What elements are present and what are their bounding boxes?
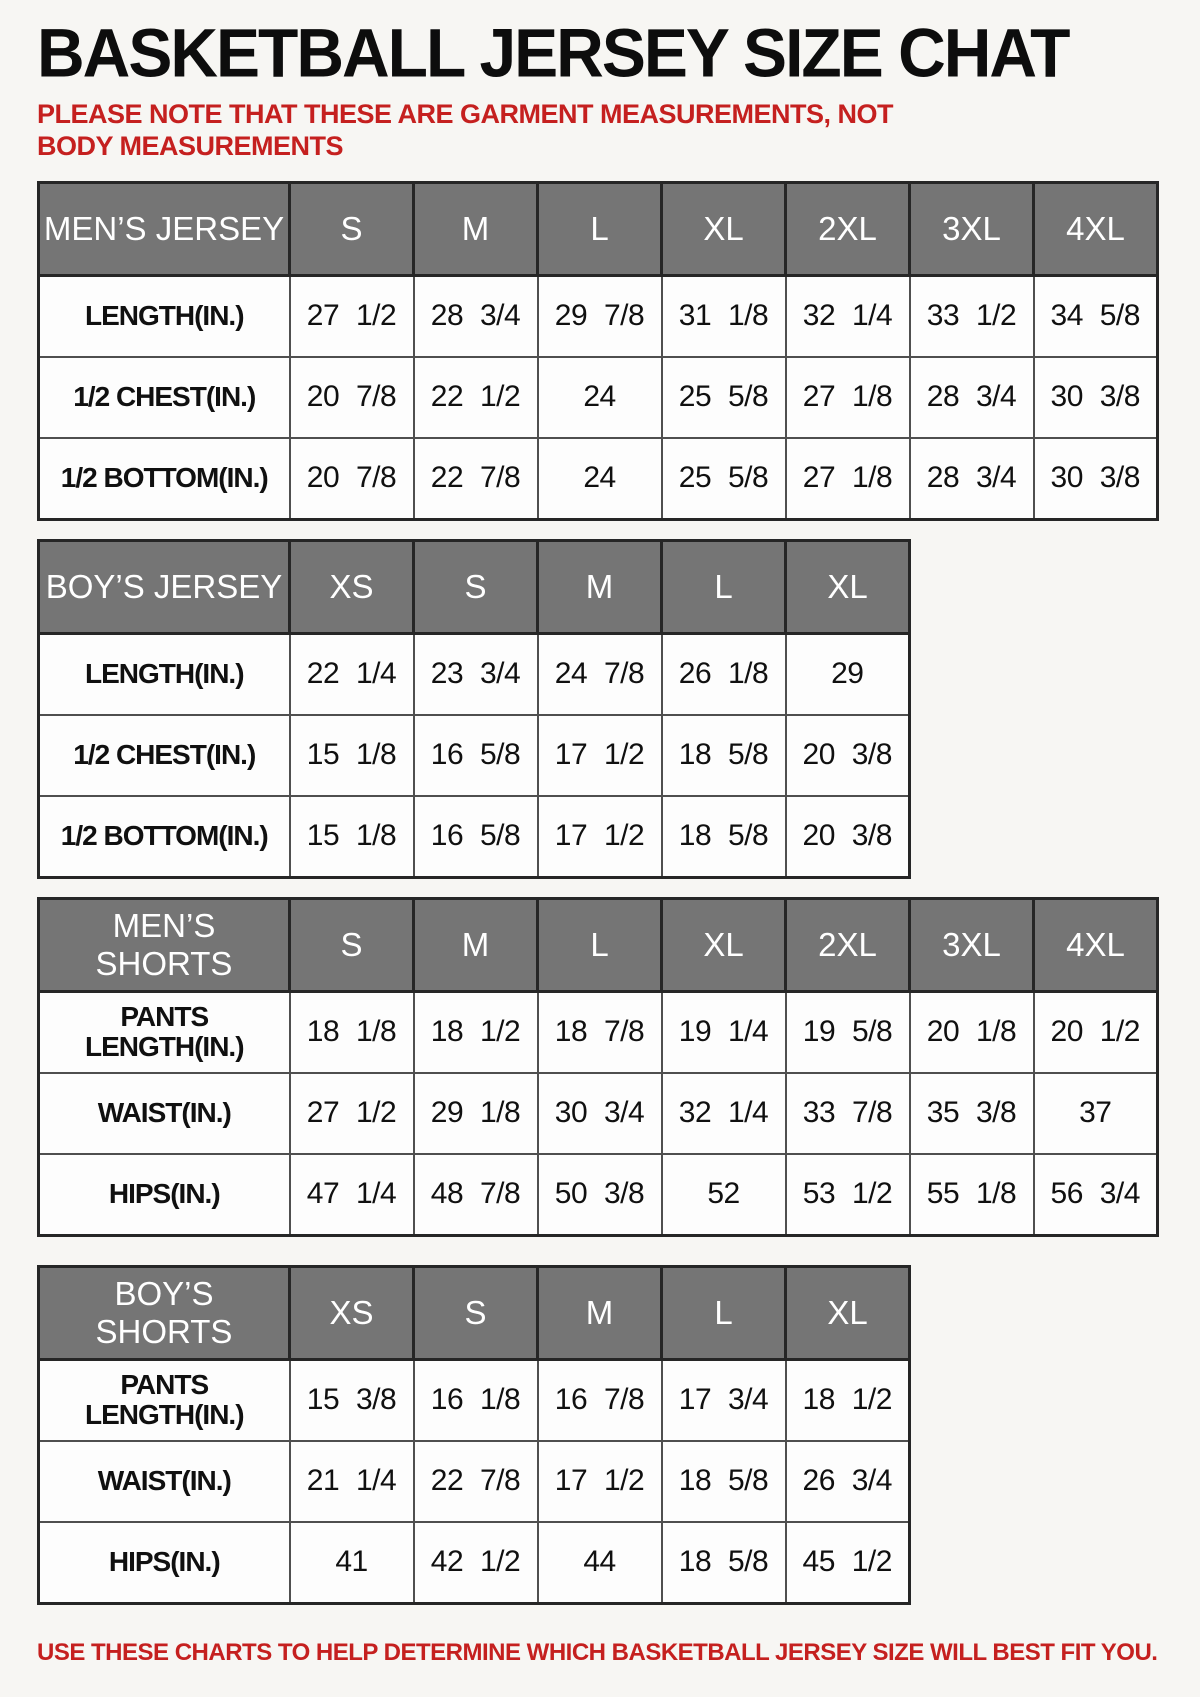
row-label: HIPS(IN.) bbox=[39, 1154, 290, 1236]
size-value: 28 3/4 bbox=[910, 357, 1034, 438]
row-label: 1/2 CHEST(IN.) bbox=[39, 357, 290, 438]
row-label: WAIST(IN.) bbox=[39, 1441, 290, 1522]
size-value: 16 5/8 bbox=[414, 715, 538, 796]
size-value: 19 1/4 bbox=[662, 991, 786, 1073]
measurement-row bbox=[39, 1073, 1158, 1154]
size-column-header: S bbox=[414, 540, 538, 633]
size-column-header: S bbox=[414, 1266, 538, 1359]
size-value: 26 3/4 bbox=[786, 1441, 910, 1522]
size-value: 15 1/8 bbox=[290, 715, 414, 796]
measurement-row bbox=[39, 991, 1158, 1073]
table-title: MEN’S SHORTS bbox=[39, 898, 290, 991]
row-label: LENGTH(IN.) bbox=[39, 275, 290, 357]
row-label: LENGTH(IN.) bbox=[39, 633, 290, 715]
measurement-row bbox=[39, 796, 910, 878]
size-value: 18 1/2 bbox=[414, 991, 538, 1073]
measurement-row bbox=[39, 1441, 910, 1522]
size-value: 20 3/8 bbox=[786, 715, 910, 796]
size-value: 22 1/2 bbox=[414, 357, 538, 438]
size-value: 20 7/8 bbox=[290, 357, 414, 438]
size-value: 15 1/8 bbox=[290, 796, 414, 878]
header-row bbox=[39, 1266, 910, 1359]
row-label: PANTS LENGTH(IN.) bbox=[39, 1359, 290, 1441]
size-column-header: L bbox=[538, 898, 662, 991]
size-value: 22 1/4 bbox=[290, 633, 414, 715]
size-value: 16 1/8 bbox=[414, 1359, 538, 1441]
size-value: 16 5/8 bbox=[414, 796, 538, 878]
size-column-header: XL bbox=[662, 898, 786, 991]
measurement-row bbox=[39, 715, 910, 796]
size-column-header: L bbox=[662, 540, 786, 633]
size-column-header: 3XL bbox=[910, 182, 1034, 275]
size-value: 48 7/8 bbox=[414, 1154, 538, 1236]
page-title: BASKETBALL JERSEY SIZE CHAT bbox=[37, 13, 1069, 91]
size-value: 20 3/8 bbox=[786, 796, 910, 878]
size-value: 19 5/8 bbox=[786, 991, 910, 1073]
size-value: 27 1/2 bbox=[290, 1073, 414, 1154]
size-value: 37 bbox=[1034, 1073, 1158, 1154]
size-value: 53 1/2 bbox=[786, 1154, 910, 1236]
size-column-header: M bbox=[414, 898, 538, 991]
size-value: 18 1/2 bbox=[786, 1359, 910, 1441]
size-column-header: XL bbox=[662, 182, 786, 275]
size-column-header: XS bbox=[290, 1266, 414, 1359]
size-value: 31 1/8 bbox=[662, 275, 786, 357]
size-value: 32 1/4 bbox=[662, 1073, 786, 1154]
size-column-header: M bbox=[538, 1266, 662, 1359]
size-value: 18 5/8 bbox=[662, 715, 786, 796]
size-column-header: XL bbox=[786, 540, 910, 633]
size-column-header: 2XL bbox=[786, 182, 910, 275]
size-value: 24 bbox=[538, 438, 662, 520]
row-label: 1/2 BOTTOM(IN.) bbox=[39, 438, 290, 520]
size-value: 17 1/2 bbox=[538, 1441, 662, 1522]
size-column-header: M bbox=[414, 182, 538, 275]
size-value: 47 1/4 bbox=[290, 1154, 414, 1236]
size-value: 16 7/8 bbox=[538, 1359, 662, 1441]
size-value: 18 7/8 bbox=[538, 991, 662, 1073]
size-value: 15 3/8 bbox=[290, 1359, 414, 1441]
footer-note: USE THESE CHARTS TO HELP DETERMINE WHICH BASKETBALL JERSEY SIZE WILL BEST FIT YOU. bbox=[37, 1638, 1158, 1666]
size-value: 50 3/8 bbox=[538, 1154, 662, 1236]
size-value: 21 1/4 bbox=[290, 1441, 414, 1522]
size-value: 45 1/2 bbox=[786, 1522, 910, 1604]
size-value: 26 1/8 bbox=[662, 633, 786, 715]
size-value: 27 1/2 bbox=[290, 275, 414, 357]
size-value: 27 1/8 bbox=[786, 357, 910, 438]
size-value: 56 3/4 bbox=[1034, 1154, 1158, 1236]
table-title: BOY’S SHORTS bbox=[39, 1266, 290, 1359]
size-column-header: 4XL bbox=[1034, 898, 1158, 991]
measurement-row bbox=[39, 438, 1158, 520]
size-value: 34 5/8 bbox=[1034, 275, 1158, 357]
size-value: 28 3/4 bbox=[414, 275, 538, 357]
size-value: 17 1/2 bbox=[538, 796, 662, 878]
row-label: PANTS LENGTH(IN.) bbox=[39, 991, 290, 1073]
measurement-row bbox=[39, 1522, 910, 1604]
header-row bbox=[39, 898, 1158, 991]
size-value: 29 7/8 bbox=[538, 275, 662, 357]
row-label: 1/2 CHEST(IN.) bbox=[39, 715, 290, 796]
table-title: BOY’S JERSEY bbox=[39, 540, 290, 633]
size-value: 25 5/8 bbox=[662, 438, 786, 520]
size-value: 20 1/8 bbox=[910, 991, 1034, 1073]
size-table-boy-s-jersey bbox=[37, 539, 911, 879]
garment-measurements-note: PLEASE NOTE THAT THESE ARE GARMENT MEASUREMENTS, NOT BODY MEASUREMENTS bbox=[37, 99, 894, 162]
size-column-header: XL bbox=[786, 1266, 910, 1359]
header-row bbox=[39, 182, 1158, 275]
measurement-row bbox=[39, 633, 910, 715]
header-row bbox=[39, 540, 910, 633]
size-column-header: 2XL bbox=[786, 898, 910, 991]
size-value: 33 7/8 bbox=[786, 1073, 910, 1154]
size-table-men-s-shorts bbox=[37, 897, 1159, 1237]
size-value: 32 1/4 bbox=[786, 275, 910, 357]
size-value: 18 1/8 bbox=[290, 991, 414, 1073]
table-title: MEN’S JERSEY bbox=[39, 182, 290, 275]
size-value: 33 1/2 bbox=[910, 275, 1034, 357]
size-value: 42 1/2 bbox=[414, 1522, 538, 1604]
size-value: 22 7/8 bbox=[414, 1441, 538, 1522]
size-value: 18 5/8 bbox=[662, 796, 786, 878]
size-value: 17 1/2 bbox=[538, 715, 662, 796]
size-value: 35 3/8 bbox=[910, 1073, 1034, 1154]
size-value: 29 bbox=[786, 633, 910, 715]
size-value: 17 3/4 bbox=[662, 1359, 786, 1441]
size-column-header: S bbox=[290, 182, 414, 275]
size-value: 30 3/4 bbox=[538, 1073, 662, 1154]
measurement-row bbox=[39, 275, 1158, 357]
size-value: 29 1/8 bbox=[414, 1073, 538, 1154]
size-value: 20 7/8 bbox=[290, 438, 414, 520]
size-value: 25 5/8 bbox=[662, 357, 786, 438]
size-column-header: 3XL bbox=[910, 898, 1034, 991]
size-column-header: L bbox=[538, 182, 662, 275]
size-value: 30 3/8 bbox=[1034, 357, 1158, 438]
measurement-row bbox=[39, 357, 1158, 438]
size-column-header: 4XL bbox=[1034, 182, 1158, 275]
measurement-row bbox=[39, 1359, 910, 1441]
size-value: 20 1/2 bbox=[1034, 991, 1158, 1073]
size-table-boy-s-shorts bbox=[37, 1265, 911, 1605]
size-value: 27 1/8 bbox=[786, 438, 910, 520]
size-value: 23 3/4 bbox=[414, 633, 538, 715]
size-column-header: L bbox=[662, 1266, 786, 1359]
size-value: 30 3/8 bbox=[1034, 438, 1158, 520]
size-value: 18 5/8 bbox=[662, 1522, 786, 1604]
size-value: 18 5/8 bbox=[662, 1441, 786, 1522]
size-column-header: XS bbox=[290, 540, 414, 633]
measurement-row bbox=[39, 1154, 1158, 1236]
size-column-header: S bbox=[290, 898, 414, 991]
size-value: 22 7/8 bbox=[414, 438, 538, 520]
size-value: 55 1/8 bbox=[910, 1154, 1034, 1236]
size-value: 52 bbox=[662, 1154, 786, 1236]
size-column-header: M bbox=[538, 540, 662, 633]
size-tables-container bbox=[37, 181, 1200, 1605]
size-table-men-s-jersey bbox=[37, 181, 1159, 521]
size-value: 41 bbox=[290, 1522, 414, 1604]
row-label: 1/2 BOTTOM(IN.) bbox=[39, 796, 290, 878]
size-value: 44 bbox=[538, 1522, 662, 1604]
row-label: HIPS(IN.) bbox=[39, 1522, 290, 1604]
size-value: 24 7/8 bbox=[538, 633, 662, 715]
row-label: WAIST(IN.) bbox=[39, 1073, 290, 1154]
size-value: 24 bbox=[538, 357, 662, 438]
size-value: 28 3/4 bbox=[910, 438, 1034, 520]
